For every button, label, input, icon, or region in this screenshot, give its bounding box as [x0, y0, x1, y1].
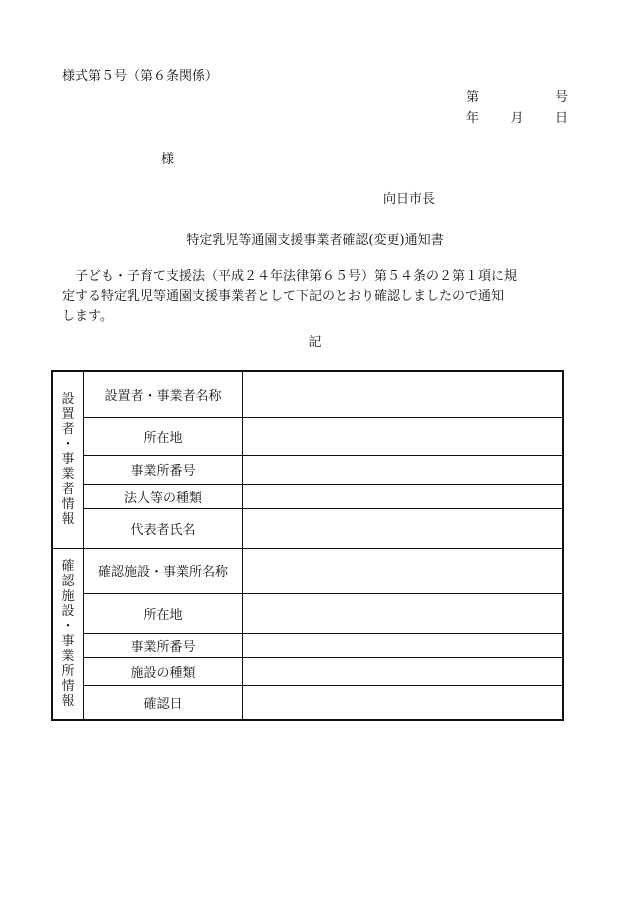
- body-line: 子ども・子育て支援法（平成２４年法律第６５号）第５４条の２第１項に規: [75, 269, 518, 284]
- body-line: します。: [62, 309, 113, 324]
- date-month: 月: [510, 111, 524, 126]
- row-label: 事業所番号: [84, 633, 243, 657]
- number-prefix: 第: [466, 90, 480, 105]
- value-cell[interactable]: [243, 685, 564, 720]
- value-cell[interactable]: [243, 548, 564, 593]
- form-number: 様式第５号（第６条関係）: [62, 69, 219, 84]
- number-suffix: 号: [554, 90, 568, 105]
- table-row: [52, 685, 563, 720]
- value-cell[interactable]: [243, 484, 564, 508]
- row-label: 所在地: [84, 593, 243, 633]
- group-char: 情: [61, 678, 75, 694]
- group-header-facility: [52, 548, 84, 720]
- group-char: 情: [61, 497, 75, 513]
- date-day: 日: [554, 111, 568, 126]
- body-text: [62, 267, 572, 327]
- row-label: 確認施設・事業所名称: [84, 548, 243, 593]
- group-char: 施: [61, 588, 75, 604]
- group-char: ・: [61, 437, 75, 453]
- group-char: 事: [61, 452, 75, 468]
- value-cell[interactable]: [243, 633, 564, 657]
- document-title: 特定乳児等通園支援事業者確認(変更)通知書: [186, 233, 444, 248]
- row-label: 事業所番号: [84, 455, 243, 484]
- addressee: 様: [161, 152, 175, 167]
- group-char: 認: [61, 573, 75, 589]
- group-header-establisher: [52, 371, 84, 548]
- group-char: 設: [61, 603, 75, 619]
- row-label: 代表者氏名: [84, 508, 243, 548]
- table-row: [52, 484, 563, 508]
- row-label: 施設の種類: [84, 657, 243, 685]
- value-cell[interactable]: [243, 371, 564, 417]
- document-number-line: [466, 86, 568, 105]
- row-label: 法人等の種類: [84, 484, 243, 508]
- body-line: 定する特定乳児等通園支援事業者として下記のとおり確認しましたので通知: [62, 289, 505, 304]
- table-row: [52, 417, 563, 455]
- group-char: 業: [61, 467, 75, 483]
- group-char: 者: [61, 482, 75, 498]
- group-char: 設: [61, 392, 75, 408]
- table-row: [52, 508, 563, 548]
- value-cell[interactable]: [243, 593, 564, 633]
- group-char: ・: [61, 618, 75, 634]
- table-row: [52, 657, 563, 685]
- group-char: 事: [61, 633, 75, 649]
- table-row: [52, 371, 563, 417]
- date-year: 年: [466, 111, 480, 126]
- group-char: 業: [61, 648, 75, 664]
- row-label: 所在地: [84, 417, 243, 455]
- value-cell[interactable]: [243, 455, 564, 484]
- group-char: 所: [61, 663, 75, 679]
- table-row: [52, 633, 563, 657]
- group-char: 報: [61, 512, 75, 528]
- group-char: 確: [61, 558, 75, 574]
- table-row: [52, 455, 563, 484]
- sender: 向日市長: [383, 192, 436, 207]
- row-label: 確認日: [84, 685, 243, 720]
- value-cell[interactable]: [243, 657, 564, 685]
- group-char: 報: [61, 693, 75, 709]
- ki-heading: 記: [308, 335, 322, 350]
- date-line: [466, 107, 568, 126]
- table-row: [52, 593, 563, 633]
- group-char: 置: [61, 407, 75, 423]
- info-table: [51, 370, 564, 721]
- group-char: 者: [61, 422, 75, 438]
- row-label: 設置者・事業者名称: [84, 371, 243, 417]
- table-row: [52, 548, 563, 593]
- value-cell[interactable]: [243, 417, 564, 455]
- value-cell[interactable]: [243, 508, 564, 548]
